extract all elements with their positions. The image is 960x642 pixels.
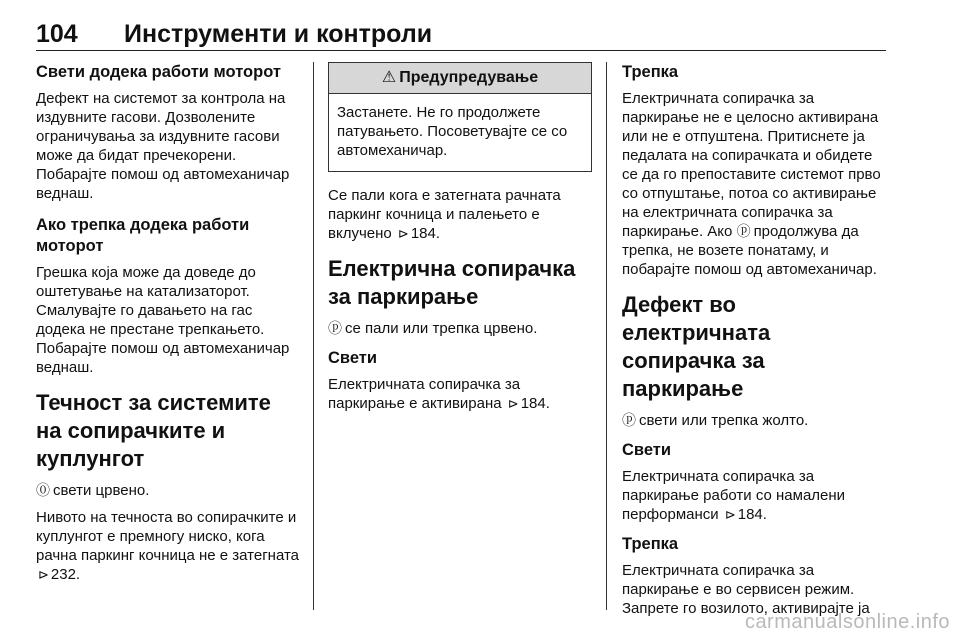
- page-reference-arrow-icon: ⊳: [507, 396, 519, 411]
- paragraph-epb-service-mode: Електричната сопирачка за паркирање е во сервисен режим. Запрете го возилото, активирајте ја: [622, 562, 870, 617]
- warning-header: [329, 63, 591, 94]
- watermark: carmanualsonline.info: [744, 611, 950, 633]
- paragraph-epb-lit: [328, 319, 592, 338]
- epb-fault-lit-text: свети или трепка жолто.: [639, 412, 809, 429]
- handbrake-lit-text: Се пали кога е затегната рачната паркинг кочница и палењето е вклучено: [328, 187, 561, 242]
- page-reference: 184.: [410, 225, 441, 242]
- parking-brake-icon: ⓟ: [736, 223, 751, 239]
- epb-flash-text-a: Електричната сопирачка за паркирање не е целосно активирана или не е отпуштена. Притиснете ја педалата на сопирачката и обидете се да го препоставите системот прво со отпуштање, потоа со активирање на електричната сопирачка за паркирање. Ако: [622, 90, 881, 240]
- heading-flash-engine-running: Ако трепка додека работи моторот: [36, 216, 250, 255]
- column-divider: [313, 62, 314, 610]
- paragraph-handbrake-lit: [328, 186, 592, 243]
- paragraph-flash-engine-running: Грешка која може да доведе до оштетување на катализаторот. Смалувајте го давањето на гас додека не престане трепкањето. Побарајте помош од автомеханичар веднаш.: [36, 264, 290, 376]
- page-reference: 232.: [50, 566, 81, 583]
- parking-brake-fault-icon: ⓟ: [622, 412, 636, 428]
- epb-flash-text-b: продолжува да трепка, не возете понатаму, и побарајте помош од автомеханичар.: [622, 223, 877, 278]
- paragraph-epb-flash: [622, 89, 886, 279]
- brake-fluid-warning-icon: ⓪: [36, 482, 50, 498]
- page-reference-arrow-icon: ⊳: [397, 226, 409, 241]
- running-title: Инструменти и контроли: [124, 20, 433, 48]
- column-3: [622, 62, 886, 618]
- brake-fluid-text: Нивото на течноста во сопирачките и куплунгот е премногу ниско, кога рачна паркинг кочница не е затегната: [36, 509, 300, 564]
- paragraph-epb-fault-lit: [622, 411, 886, 430]
- heading-lit: Свети: [622, 441, 672, 459]
- epb-activated-text: Електричната сопирачка за паркирање е активирана: [328, 376, 521, 412]
- parking-brake-icon: ⓟ: [328, 320, 342, 336]
- warning-triangle-icon: ⚠: [381, 69, 397, 86]
- paragraph-lit-engine-running: Дефект на системот за контрола на издувните гасови. Дозволените ограничувања за издувните гасови може да бидат пречекорени. Побарајте помош од автомеханичар веднаш.: [36, 90, 290, 202]
- heading-flash-2: Трепка: [622, 535, 679, 553]
- page-reference-arrow-icon: ⊳: [724, 507, 736, 522]
- paragraph-epb-activated: [328, 375, 592, 413]
- paragraph-brake-fluid-lit: [36, 481, 300, 500]
- heading-lit: Свети: [328, 349, 378, 367]
- page-header: [36, 20, 886, 51]
- brake-fluid-lit-text: свети црвено.: [53, 482, 150, 499]
- page-reference: 184.: [520, 395, 550, 412]
- warning-title: Предупредување: [399, 69, 539, 86]
- column-1: [36, 62, 300, 584]
- page-number: 104: [36, 20, 78, 48]
- heading-electric-parking-brake: Електрична сопирачка за паркирање: [328, 256, 576, 309]
- column-divider: [606, 62, 607, 610]
- paragraph-brake-fluid-text: [36, 508, 300, 584]
- epb-lit-text: се пали или трепка црвено.: [345, 320, 538, 337]
- epb-reduced-text: Електричната сопирачка за паркирање работи со намалени перформанси: [622, 468, 846, 523]
- column-2: [328, 62, 592, 413]
- heading-lit-engine-running: Свети додека работи моторот: [36, 63, 281, 81]
- paragraph-epb-reduced: [622, 467, 886, 524]
- page-reference-arrow-icon: ⊳: [38, 567, 49, 582]
- warning-box: [328, 62, 592, 172]
- heading-flash: Трепка: [622, 63, 679, 81]
- page-reference: 184.: [737, 506, 767, 523]
- warning-body: [329, 94, 591, 171]
- heading-epb-fault: Дефект во електричната сопирачка за паркирање: [622, 292, 771, 401]
- warning-text: Застанете. Не го продолжете патувањето. Посоветувајте се со автомеханичар.: [337, 104, 568, 159]
- heading-brake-clutch-fluid: Течност за системите на сопирачките и куплунгот: [36, 390, 271, 471]
